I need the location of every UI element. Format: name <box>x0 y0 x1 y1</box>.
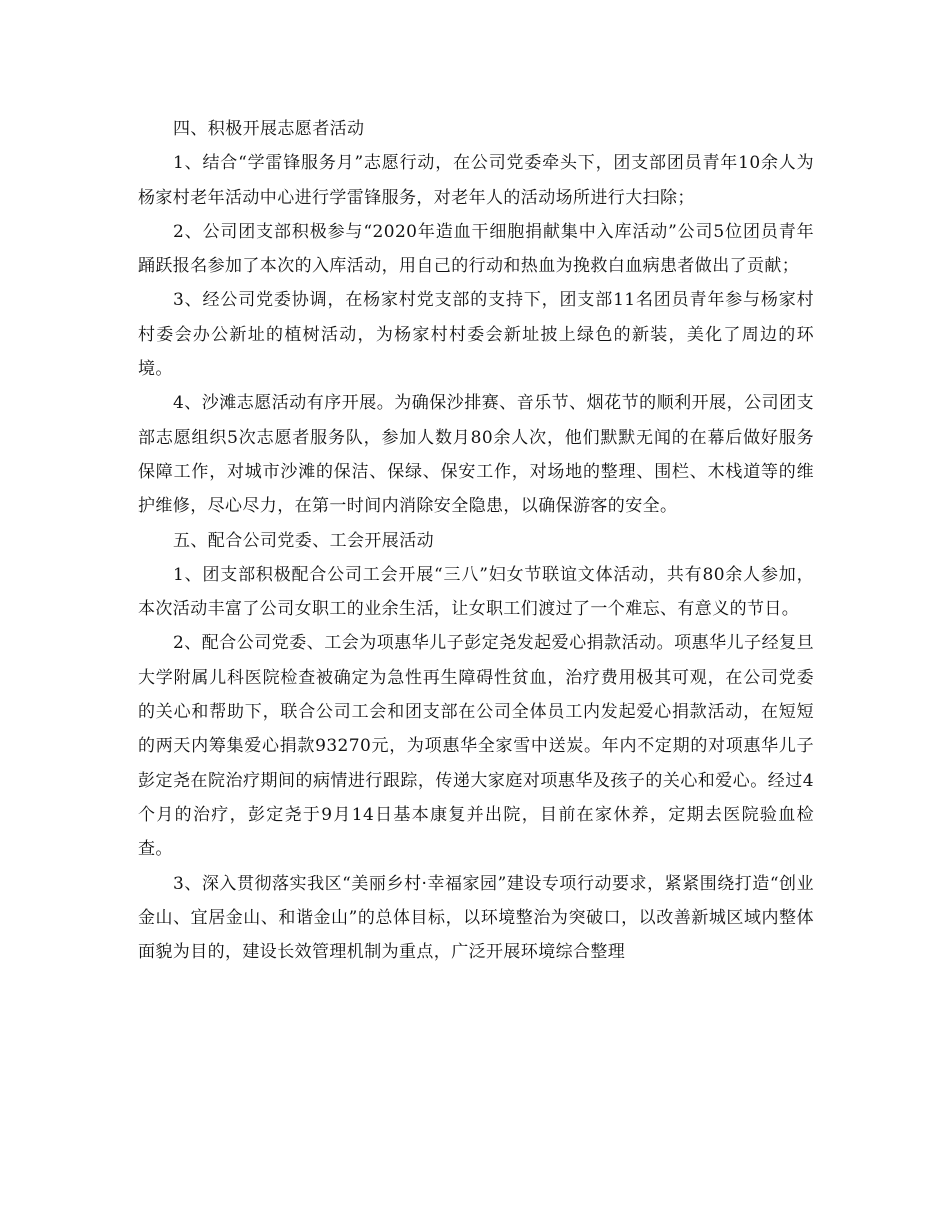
document-body <box>138 112 814 969</box>
paragraph-stem-cell-donation: 2、公司团支部积极参与“2020年造血干细胞捐献集中入库活动”公司5位团员青年踊跃报名参加了本次的入库活动，用自己的行动和热血为挽救白血病患者做出了贡献； <box>138 221 814 277</box>
paragraph-lei-feng-service: 1、结合“学雷锋服务月”志愿行动，在公司党委牵头下，团支部团员青年10余人为杨家村老年活动中心进行学雷锋服务，对老年人的活动场所进行大扫除； <box>138 153 814 208</box>
paragraph-beautiful-village: 3、深入贯彻落实我区“美丽乡村·幸福家园”建设专项行动要求，紧紧围绕打造“创业金山、宜居金山、和谐金山”的总体目标，以环境整治为突破口，以改善新城区域内整体面貌为目的，建设长效管理机制为重点，广泛开展环境综合整理 <box>138 873 814 963</box>
paragraph-womens-day: 1、团支部积极配合公司工会开展“三八”妇女节联谊文体活动，共有80余人参加，本次活动丰富了公司女职工的业余生活，让女职工们渡过了一个难忘、有意义的节日。 <box>138 564 814 620</box>
paragraph-tree-planting: 3、经公司党委协调，在杨家村党支部的支持下，团支部11名团员青年参与杨家村村委会办公新址的植树活动，为杨家村村委会新址披上绿色的新装，美化了周边的环境。 <box>138 290 814 380</box>
section-heading-volunteer: 四、积极开展志愿者活动 <box>173 119 365 139</box>
paragraph-beach-volunteer: 4、沙滩志愿活动有序开展。为确保沙排赛、音乐节、烟花节的顺利开展，公司团支部志愿组织5次志愿者服务队，参加人数月80余人次，他们默默无闻的在幕后做好服务保障工作，对城市沙滩的保洁、保绿、保安工作，对场地的整理、围栏、木栈道等的维护维修，尽心尽力，在第一时间内消除安全隐患，以确保游客的安全。 <box>138 393 814 517</box>
paragraph-charity-donation: 2、配合公司党委、工会为项惠华儿子彭定尧发起爱心捐款活动。项惠华儿子经复旦大学附属儿科医院检查被确定为急性再生障碍性贫血，治疗费用极其可观，在公司党委的关心和帮助下，联合公司工会和团支部在公司全体员工内发起爱心捐款活动，在短短的两天内筹集爱心捐款93270元，为项惠华全家雪中送炭。年内不定期的对项惠华儿子彭定尧在院治疗期间的病情进行跟踪，传递大家庭对项惠华及孩子的关心和爱心。经过4个月的治疗，彭定尧于9月14日基本康复并出院，目前在家休养，定期去医院验血检查。 <box>138 633 814 860</box>
section-heading-party-union: 五、配合公司党委、工会开展活动 <box>173 530 434 551</box>
